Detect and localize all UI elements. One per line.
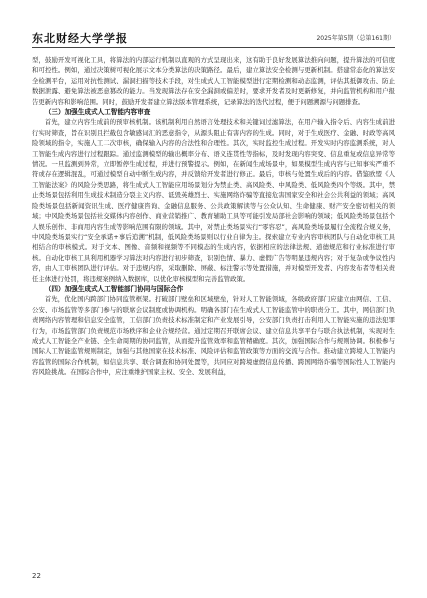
header-rule (32, 47, 395, 48)
running-header (32, 30, 395, 46)
issue-info: 2025年第5期（总第161期） (316, 35, 395, 42)
section-heading: （三）加强生成式人工智能内容审查 (44, 108, 151, 117)
section-heading: （四）加强生成式人工智能部门协同与国际合作 (44, 284, 184, 293)
journal-name: 东北财经大学学报 (32, 32, 128, 45)
article-body (32, 55, 395, 560)
page-number: 22 (32, 572, 41, 580)
paragraph: 首先，建立内容生成前的预审核机制。该机制利用自然语言处理技术和关键词过滤算法，在用户输入指令后、内容生成前进行实时筛查，旨在识别且拦截包含敏感词汇的恶意指令，从源头阻止有害内容的生成。同时，对于生成医疗、金融、时政等高风险领域的指令，实施人工二次审核，确保输入内容的合法性和合理性。其次，实时监控生成过程。开发实时内容监测系统，对人工智能生成内容进行过程跟踪。通过监测模型的输出概率分布、语义连贯性等指标，及时发现内容突变、信息重复或信息异常等情况。一旦监测到异常，立即暂停生成过程，并进行预警提示。例如，在新闻生成场景中，如果模型生成内容与已知事实严重不符或存在逻辑混乱，可通过模型自动中断生成内容，并反馈给开发者进行修正。最后，审核与处置生成后的内容。借鉴欧盟《人工智能法案》的风险分类思路，将生成式人工智能应用场景划分为禁止类、高风险类、中风险类、低风险类四个等级。其中，禁止类场景包括利用生成技术制造分裂主义内容、诋毁英雄烈士、实施网络诈骗等直接危害国家安全和社会公共利益的领域；高风险类场景包括新闻资讯生成、医疗健康咨询、金融信息服务、公共政策解读等与公众认知、生命健康、财产安全密切相关的领域；中风险类场景包括社交媒体内容创作、商业营销推广、教育辅助工具等可能引发局部社会影响的领域；低风险类场景包括个人娱乐创作、非商用内容生成等影响范围有限的领域。其中，对禁止类场景实行“零容忍”，高风险类场景履行全流程合规义务，中风险类场景实行“安全承诺+事后追溯”机制，低风险类场景则以行业自律为主。探索建立专业内容审核团队与自动化审核工具相结合的审核模式。对于文本、图像、音频和视频等不同模态的生成内容，依据相应的法律法规、道德规范和行业标准进行审核。自动化审核工具利用机器学习算法对内容进行初步筛查，识别色情、暴力、虚假广告等明显违规内容；对于复杂或争议性内容，由人工审核团队进行评估。对于违规内容，采取删除、屏蔽、标注警示等处置措施，并对模型开发者、内容发布者等相关责任主体进行处罚，将违规案例纳入数据库，以优化审核模型和完善监管政策。 (32, 118, 395, 283)
paragraph: 首先，优化国内跨部门协同监管框架。打破部门壁垒和区域壁垒，针对人工智能领域，各级政府部门应建立由网信、工信、公安、市场监管等多部门参与的联席会议制度或协调机构。明确各部门在生成式人工智能监管中的职责分工。其中，网信部门负责网络内容管理和信息安全监管，工信部门负责技术标准制定和产业发展引导，公安部门负责打击利用人工智能实施的违法犯罪行为，市场监管部门负责规范市场秩序和企业合规经营。通过定期召开联席会议、建立信息共享平台与联合执法机制，实现对生成式人工智能全产业链、全生命周期的协同监管，从而提升监管效率和监管精确度。其次，加强国际合作与规则协调。积极参与国际人工智能监管规则制定，加强与其他国家在技术标准、风险评估和监管政策等方面的交流与合作。推动建立跨境人工智能内容监管的国际合作机制，如信息共享、联合调查和协同处置等，共同应对跨境虚假信息传播、跨国网络诈骗等国际性人工智能内容风险挑战。在国际合作中，应注重维护国家主权、安全、发展利益， (32, 295, 395, 377)
paragraph: 型，鼓励开发可视化工具，将算法的内部运行机制以直观的方式呈现出来，这有助于良好发展算法推向问题，提升算法的可信度和可控性。例如，通过决策树可视化展示文本分类算法的决策路径。最后，建立算法安全检测与更新机制。搭建常态化的算法安全检测平台，运用对抗性测试、漏洞扫描等技术手段，对生成式人工智能模型进行定期检测和动态监测，评估其抵御攻击、防止数据泄露、避免算法被恶意篡改的能力。当发现算法存在安全漏洞或偏差时，要求开发者及时更新修复，并向监管机构和用户报告更新内容和影响范围。同时，鼓励开发者建立算法版本管理系统，记录算法的迭代过程，便于问题溯源与问题排查。 (32, 56, 395, 106)
